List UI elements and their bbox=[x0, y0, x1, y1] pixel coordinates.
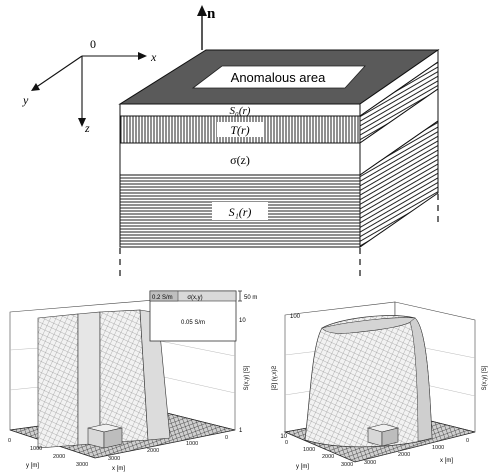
conductance-inset bbox=[150, 291, 257, 341]
axis-origin-label: 0 bbox=[90, 37, 96, 51]
right-z-tick-100: 100 bbox=[289, 314, 300, 320]
y-axis-arrowhead bbox=[31, 83, 40, 91]
left-x-tick-1000: 1000 bbox=[186, 441, 199, 447]
right-surface-plot bbox=[272, 302, 488, 470]
anomalous-area-label: Anomalous area bbox=[230, 70, 326, 85]
right-x-tick-2000: 2000 bbox=[398, 452, 411, 458]
inset-thickness-label: 50 m bbox=[244, 295, 258, 301]
layer-t-label: T(r) bbox=[230, 123, 250, 137]
right-y-axis-label: y [m] bbox=[296, 464, 309, 470]
normal-vector-label: n bbox=[207, 6, 216, 22]
left-x-axis-label: x [m] bbox=[112, 466, 125, 472]
right-z-axis-label-mirror: S(x,y) [S] bbox=[272, 365, 278, 391]
layer-s1-label: S₁(r) bbox=[228, 205, 252, 219]
left-x-tick-0: 0 bbox=[225, 435, 229, 441]
right-x-tick-0: 0 bbox=[466, 438, 470, 444]
left-z-axis-label: S(x,y) [S] bbox=[244, 365, 250, 391]
left-x-tick-3000: 3000 bbox=[108, 456, 121, 462]
left-z-tick-1: 1 bbox=[239, 428, 243, 434]
right-z-tick-10: 10 bbox=[280, 434, 287, 440]
left-y-tick-3000: 3000 bbox=[76, 462, 89, 468]
right-y-tick-1000: 1000 bbox=[303, 447, 316, 453]
left-y-tick-1000: 1000 bbox=[30, 446, 43, 452]
left-y-axis-label: y [m] bbox=[26, 463, 39, 469]
right-x-tick-3000: 3000 bbox=[364, 460, 377, 466]
right-z-axis-label: S(x,y) [S] bbox=[482, 365, 488, 391]
z-axis-label: z bbox=[85, 121, 90, 135]
normal-vector-arrowhead bbox=[197, 5, 207, 16]
inset-left-label: 0.2 S/m bbox=[152, 295, 173, 301]
inset-center-label: σ(x,y) bbox=[187, 295, 203, 301]
right-y-tick-3000: 3000 bbox=[341, 462, 354, 468]
left-surface-wall-2 bbox=[78, 312, 100, 445]
right-y-tick-0: 0 bbox=[285, 440, 289, 446]
left-surface-wall-1 bbox=[38, 314, 78, 448]
layer-s0-label: S₀(r) bbox=[229, 105, 251, 117]
left-z-tick-10: 10 bbox=[239, 318, 246, 324]
left-surface-wall-3 bbox=[100, 310, 148, 443]
left-y-tick-0: 0 bbox=[8, 438, 12, 444]
layer-block-diagram bbox=[22, 5, 438, 278]
left-x-tick-2000: 2000 bbox=[147, 448, 160, 454]
layer-sigma-label: σ(z) bbox=[230, 153, 250, 167]
y-axis-label: y bbox=[23, 93, 29, 107]
right-x-tick-1000: 1000 bbox=[432, 445, 445, 451]
x-axis-label: x bbox=[151, 50, 157, 64]
inset-background-label: 0.05 S/m bbox=[180, 320, 206, 326]
x-axis-arrowhead bbox=[138, 52, 147, 60]
right-y-tick-2000: 2000 bbox=[322, 454, 335, 460]
right-x-axis-label: x [m] bbox=[440, 458, 453, 464]
left-y-tick-2000: 2000 bbox=[53, 454, 66, 460]
